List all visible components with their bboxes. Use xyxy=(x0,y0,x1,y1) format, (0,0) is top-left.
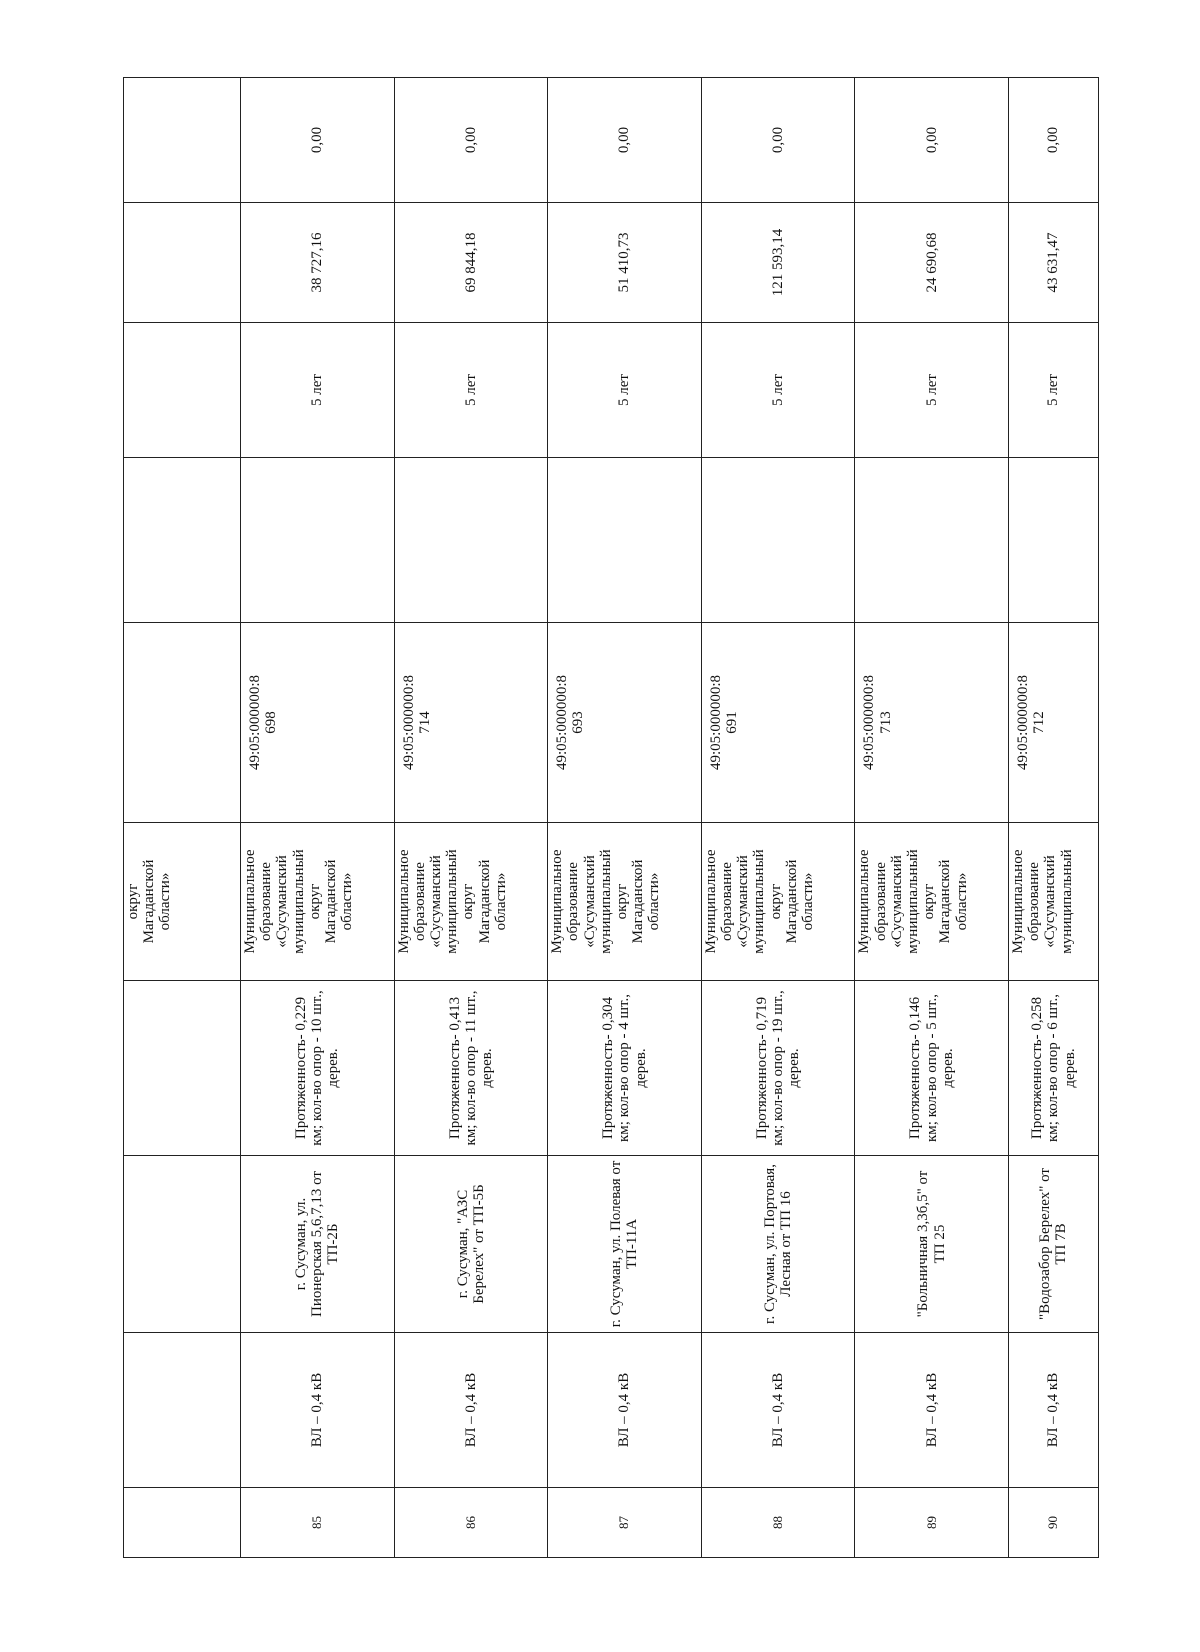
cell-blank xyxy=(855,458,1009,623)
cell-text-line: 49:05:000000:8 xyxy=(554,675,571,771)
cell-owner xyxy=(701,823,855,981)
cell-cadastral xyxy=(701,623,855,823)
cell-text-line: образование xyxy=(718,862,735,941)
cell-text-line: Муниципальное xyxy=(702,849,719,954)
cell-cadastral xyxy=(548,623,702,823)
cell-text-line: «Сусуманский xyxy=(581,855,598,948)
cell-characteristics: Протяженность- 0,719 км; кол-во опор - 19 шт., дерев. xyxy=(701,981,855,1156)
cell-owner xyxy=(855,823,1009,981)
cell-text-line: Муниципальное xyxy=(242,849,258,954)
cell-value: 0,00 xyxy=(241,78,395,203)
cell-text-line: Муниципальное xyxy=(549,849,566,954)
cell-blank xyxy=(1008,458,1098,623)
cell-text-line: Магаданской xyxy=(630,859,647,944)
cell-amount: 121 593,14 xyxy=(701,203,855,323)
cell-text-line: округ xyxy=(125,883,141,920)
cell-value xyxy=(124,78,241,203)
cell-text-line: образование xyxy=(411,862,428,941)
cell-text-line: образование xyxy=(872,862,889,941)
cell-address: г. Сусуман, ул. Портовая, Лесная от ТП 16 xyxy=(701,1156,855,1333)
cell-characteristics: Протяженность- 0,413 км; кол-во опор - 11 шт., дерев. xyxy=(394,981,548,1156)
cell-text-line: области» xyxy=(953,872,970,931)
cell-text-line: «Сусуманский xyxy=(888,855,905,948)
cell-blank xyxy=(394,458,548,623)
table-row xyxy=(855,78,1009,1558)
cell-characteristics xyxy=(124,981,241,1156)
cell-num xyxy=(124,1488,241,1558)
cell-text-line: муниципальный xyxy=(904,849,921,954)
cell-text-line: области» xyxy=(799,872,816,931)
cell-text-line: округ xyxy=(460,883,477,920)
cell-address: г. Сусуман, "АЗС Берелех" от ТП-5Б xyxy=(394,1156,548,1333)
cell-amount: 43 631,47 xyxy=(1008,203,1098,323)
cell-text-line: Магаданской xyxy=(783,859,800,944)
table-row xyxy=(241,78,395,1558)
cell-owner xyxy=(548,823,702,981)
rotated-table-container xyxy=(123,78,1099,1558)
table-row-continuation xyxy=(124,78,241,1558)
cell-text-line: Магаданской xyxy=(937,859,954,944)
cell-text-line: муниципальный xyxy=(290,849,307,954)
cell-num: 85 xyxy=(241,1488,395,1558)
cell-text-line: 49:05:000000:8 xyxy=(247,675,263,771)
cell-blank xyxy=(701,458,855,623)
cell-text-line: 713 xyxy=(877,711,894,734)
cell-owner xyxy=(241,823,395,981)
cell-text-line: области» xyxy=(339,872,356,931)
cell-text-line: округ xyxy=(921,883,938,920)
cell-cadastral xyxy=(124,623,241,823)
cell-amount: 69 844,18 xyxy=(394,203,548,323)
cell-type: ВЛ – 0,4 кВ xyxy=(855,1333,1009,1488)
cell-text-line: образование xyxy=(258,862,275,941)
cell-characteristics: Протяженность- 0,258 км; кол-во опор - 6 шт., дерев. xyxy=(1008,981,1098,1156)
cell-num: 87 xyxy=(548,1488,702,1558)
cell-text-line: муниципальный xyxy=(1058,849,1075,954)
cell-address: "Водозабор Берелех" от ТП 7В xyxy=(1008,1156,1098,1333)
cell-blank xyxy=(241,458,395,623)
cell-value: 0,00 xyxy=(1008,78,1098,203)
cell-num: 89 xyxy=(855,1488,1009,1558)
cell-text-line: области» xyxy=(646,872,663,931)
cell-term: 5 лет xyxy=(701,323,855,458)
cell-amount: 51 410,73 xyxy=(548,203,702,323)
cell-num: 86 xyxy=(394,1488,548,1558)
cell-text-line: муниципальный xyxy=(751,849,768,954)
cell-term: 5 лет xyxy=(855,323,1009,458)
cell-text-line: округ xyxy=(613,883,630,920)
cell-cadastral xyxy=(241,623,395,823)
cell-type: ВЛ – 0,4 кВ xyxy=(548,1333,702,1488)
cell-text-line: Магаданской xyxy=(322,859,339,944)
cell-cadastral xyxy=(1008,623,1098,823)
cell-term: 5 лет xyxy=(241,323,395,458)
cell-value: 0,00 xyxy=(855,78,1009,203)
cell-type: ВЛ – 0,4 кВ xyxy=(1008,1333,1098,1488)
cell-text-line: образование xyxy=(565,862,582,941)
cell-text-line: Магаданской xyxy=(141,859,158,944)
cell-text-line: 49:05:000000:8 xyxy=(707,675,724,771)
cell-text-line: «Сусуманский xyxy=(735,855,752,948)
cell-characteristics: Протяженность- 0,304 км; кол-во опор - 4 шт., дерев. xyxy=(548,981,702,1156)
cell-term: 5 лет xyxy=(548,323,702,458)
cell-text-line: 691 xyxy=(723,711,740,734)
cell-text-line: 49:05:000000:8 xyxy=(400,675,417,771)
cell-text-line: 698 xyxy=(263,711,280,734)
table-row xyxy=(1008,78,1098,1558)
cell-blank xyxy=(124,458,241,623)
cell-value: 0,00 xyxy=(394,78,548,203)
cell-blank xyxy=(548,458,702,623)
property-register-table xyxy=(123,77,1099,1558)
cell-text-line: округ xyxy=(767,883,784,920)
cell-text-line: Муниципальное xyxy=(395,849,412,954)
cell-text-line: «Сусуманский xyxy=(427,855,444,948)
cell-address xyxy=(124,1156,241,1333)
cell-type: ВЛ – 0,4 кВ xyxy=(241,1333,395,1488)
cell-text-line: 49:05:000000:8 xyxy=(1014,675,1031,771)
cell-address: г. Сусуман, ул. Полевая от ТП-11А xyxy=(548,1156,702,1333)
cell-term: 5 лет xyxy=(1008,323,1098,458)
cell-address: г. Сусуман, ул. Пионерская 5,6,7,13 от ТП-2Б xyxy=(241,1156,395,1333)
cell-type: ВЛ – 0,4 кВ xyxy=(394,1333,548,1488)
cell-amount: 38 727,16 xyxy=(241,203,395,323)
cell-text-line: 714 xyxy=(416,711,433,734)
cell-text-line: Магаданской xyxy=(476,859,493,944)
cell-type: ВЛ – 0,4 кВ xyxy=(701,1333,855,1488)
cell-text-line: 712 xyxy=(1031,711,1048,734)
cell-owner xyxy=(1008,823,1098,981)
cell-text-line: области» xyxy=(157,872,174,931)
cell-value: 0,00 xyxy=(701,78,855,203)
cell-cadastral xyxy=(855,623,1009,823)
cell-cadastral xyxy=(394,623,548,823)
table-row xyxy=(548,78,702,1558)
cell-owner xyxy=(124,823,241,981)
cell-text-line: муниципальный xyxy=(444,849,461,954)
table-row xyxy=(701,78,855,1558)
cell-text-line: Муниципальное xyxy=(856,849,873,954)
cell-value: 0,00 xyxy=(548,78,702,203)
cell-text-line: области» xyxy=(492,872,509,931)
cell-text-line: 693 xyxy=(570,711,587,734)
table-row xyxy=(394,78,548,1558)
cell-amount xyxy=(124,203,241,323)
cell-characteristics: Протяженность- 0,146 км; кол-во опор - 5 шт., дерев. xyxy=(855,981,1009,1156)
cell-address: "Больничная 3,3б,5" от ТП 25 xyxy=(855,1156,1009,1333)
cell-type xyxy=(124,1333,241,1488)
cell-text-line: Муниципальное xyxy=(1009,849,1026,954)
cell-text-line: «Сусуманский xyxy=(274,855,291,948)
cell-amount: 24 690,68 xyxy=(855,203,1009,323)
cell-num: 90 xyxy=(1008,1488,1098,1558)
cell-term: 5 лет xyxy=(394,323,548,458)
cell-text-line: «Сусуманский xyxy=(1042,855,1059,948)
cell-text-line: 49:05:000000:8 xyxy=(861,675,878,771)
cell-term xyxy=(124,323,241,458)
cell-text-line: округ xyxy=(306,883,323,920)
cell-characteristics: Протяженность- 0,229 км; кол-во опор - 10 шт., дерев. xyxy=(241,981,395,1156)
cell-text-line: муниципальный xyxy=(597,849,614,954)
cell-num: 88 xyxy=(701,1488,855,1558)
table-body xyxy=(124,78,1099,1558)
cell-text-line: образование xyxy=(1026,862,1043,941)
cell-owner xyxy=(394,823,548,981)
